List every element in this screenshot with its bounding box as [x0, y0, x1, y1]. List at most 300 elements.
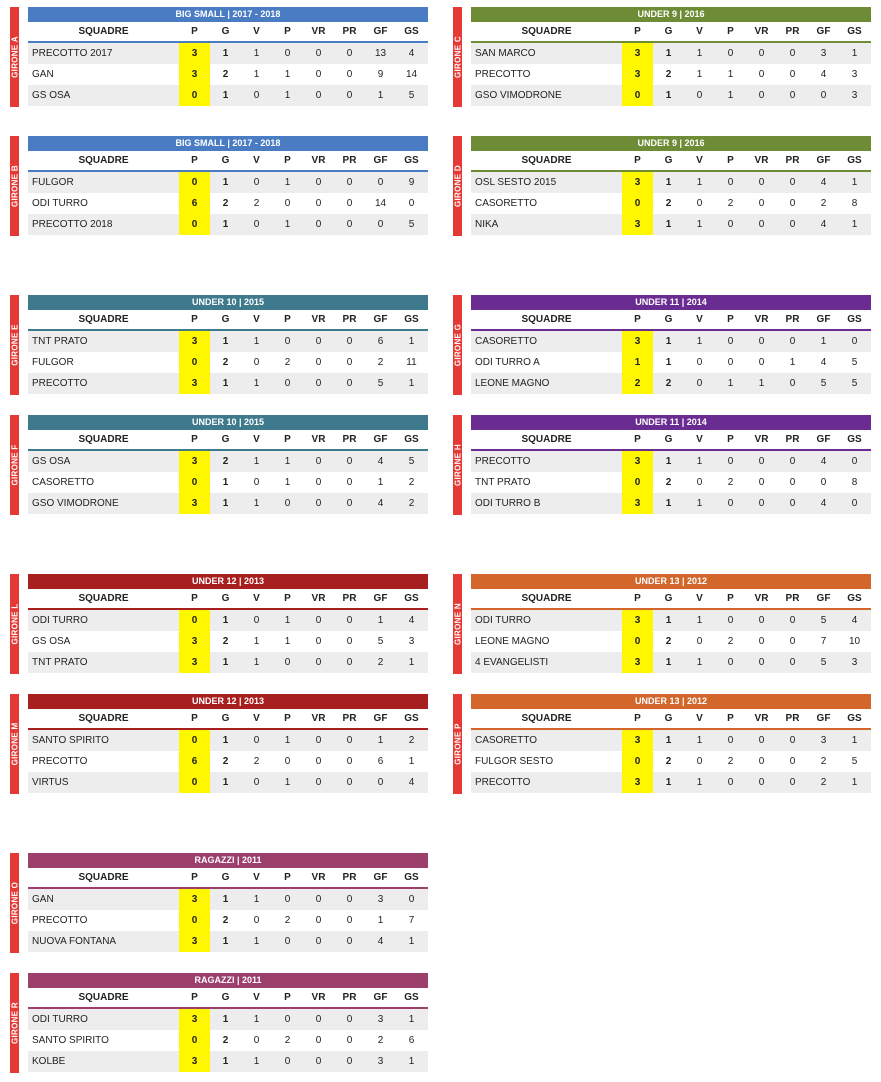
cell-vr: 0 [758, 477, 765, 488]
cell-p: 0 [179, 472, 210, 493]
group-block [10, 574, 430, 674]
cell-v: 0 [253, 777, 260, 788]
header-g: G [664, 26, 673, 37]
cell-pr: 0 [346, 657, 353, 668]
header-name: SQUADRE [78, 434, 129, 445]
cell-vr: 0 [315, 936, 322, 947]
cell-pl: 0 [284, 1014, 291, 1025]
table-row [28, 172, 428, 193]
cell-pr: 0 [789, 48, 796, 59]
cell-v: 1 [696, 69, 703, 80]
cell-gf: 3 [377, 894, 384, 905]
header-gs: GS [847, 713, 862, 724]
cell-v: 1 [253, 1014, 260, 1025]
table-row [28, 331, 428, 352]
header-vr: VR [311, 713, 326, 724]
header-pr: PR [785, 314, 800, 325]
cell-pr: 0 [789, 615, 796, 626]
table-title: BIG SMALL | 2017 - 2018 [28, 7, 428, 22]
cell-pr: 0 [346, 90, 353, 101]
group-label: GIRONE B [10, 165, 19, 207]
header-v: V [253, 434, 260, 445]
cell-gs: 4 [408, 777, 415, 788]
header-gf: GF [373, 713, 388, 724]
team-name: CASORETTO [475, 735, 538, 746]
cell-g: 1 [222, 894, 229, 905]
header-pr: PR [342, 593, 357, 604]
table-header-row [471, 589, 871, 610]
cell-v: 1 [253, 456, 260, 467]
cell-pl: 2 [727, 636, 734, 647]
cell-gf: 1 [820, 336, 827, 347]
cell-vr: 0 [315, 1014, 322, 1025]
cell-p: 0 [622, 472, 653, 493]
cell-pr: 1 [789, 357, 796, 368]
header-g: G [221, 26, 230, 37]
standings-table [471, 7, 871, 106]
team-name: PRECOTTO [475, 69, 531, 80]
cell-gs: 1 [851, 777, 858, 788]
table-row [471, 730, 871, 751]
header-name: SQUADRE [78, 593, 129, 604]
table-header-row [28, 868, 428, 889]
cell-pr: 0 [346, 69, 353, 80]
cell-g: 2 [222, 69, 229, 80]
cell-pr: 0 [789, 657, 796, 668]
cell-g: 2 [222, 1035, 229, 1046]
cell-v: 1 [253, 498, 260, 509]
cell-pl: 0 [727, 615, 734, 626]
cell-vr: 0 [315, 48, 322, 59]
header-p: P [191, 872, 198, 883]
team-name: PRECOTTO [475, 456, 531, 467]
header-p: P [191, 593, 198, 604]
cell-g: 1 [222, 1056, 229, 1067]
header-g: G [664, 713, 673, 724]
cell-g: 1 [665, 219, 672, 230]
team-name: GSO VIMODRONE [475, 90, 562, 101]
header-vr: VR [754, 314, 769, 325]
table-row [28, 910, 428, 931]
cell-gf: 6 [377, 336, 384, 347]
header-g: G [664, 434, 673, 445]
team-name: LEONE MAGNO [475, 378, 550, 389]
table-title: BIG SMALL | 2017 - 2018 [28, 136, 428, 151]
header-pr: PR [342, 434, 357, 445]
cell-gs: 0 [851, 456, 858, 467]
cell-g: 1 [665, 615, 672, 626]
standings-table [28, 694, 428, 793]
cell-vr: 0 [758, 657, 765, 668]
cell-v: 1 [253, 378, 260, 389]
team-name: ODI TURRO A [475, 357, 540, 368]
group-label: GIRONE G [453, 323, 462, 367]
table-header-row [471, 151, 871, 172]
header-gs: GS [404, 434, 419, 445]
cell-gs: 4 [408, 615, 415, 626]
header-name: SQUADRE [78, 872, 129, 883]
cell-gs: 1 [408, 1014, 415, 1025]
cell-pl: 0 [727, 357, 734, 368]
cell-pl: 1 [727, 69, 734, 80]
cell-v: 0 [253, 1035, 260, 1046]
group-label: GIRONE M [10, 722, 19, 766]
cell-gf: 1 [377, 735, 384, 746]
cell-vr: 0 [758, 198, 765, 209]
cell-pr: 0 [789, 777, 796, 788]
cell-vr: 0 [758, 219, 765, 230]
cell-pr: 0 [346, 357, 353, 368]
cell-p: 0 [179, 1030, 210, 1051]
cell-pr: 0 [346, 1035, 353, 1046]
team-name: FULGOR [32, 177, 74, 188]
group-label: GIRONE P [453, 723, 462, 765]
cell-gf: 4 [377, 936, 384, 947]
header-p: P [634, 26, 641, 37]
cell-p: 0 [622, 85, 653, 106]
cell-gf: 3 [820, 735, 827, 746]
cell-v: 1 [253, 936, 260, 947]
cell-v: 0 [253, 90, 260, 101]
group-block [453, 415, 873, 515]
cell-g: 1 [222, 378, 229, 389]
cell-pl: 1 [284, 477, 291, 488]
cell-pl: 1 [727, 90, 734, 101]
cell-p: 3 [622, 451, 653, 472]
group-label-bar [10, 7, 19, 107]
header-pr: PR [785, 26, 800, 37]
cell-g: 2 [222, 915, 229, 926]
cell-p: 3 [179, 373, 210, 394]
cell-gf: 4 [820, 69, 827, 80]
group-label: GIRONE R [10, 1002, 19, 1044]
cell-g: 1 [665, 456, 672, 467]
cell-gf: 7 [820, 636, 827, 647]
cell-gs: 8 [851, 198, 858, 209]
cell-pl: 0 [727, 336, 734, 347]
cell-pr: 0 [789, 219, 796, 230]
cell-v: 0 [696, 198, 703, 209]
cell-pl: 2 [284, 357, 291, 368]
cell-g: 1 [665, 177, 672, 188]
team-name: CASORETTO [475, 336, 538, 347]
cell-vr: 0 [758, 48, 765, 59]
cell-pr: 0 [346, 894, 353, 905]
cell-v: 0 [253, 735, 260, 746]
table-header-row [471, 430, 871, 451]
team-name: LEONE MAGNO [475, 636, 550, 647]
cell-p: 0 [179, 910, 210, 931]
cell-vr: 0 [758, 777, 765, 788]
header-gf: GF [373, 26, 388, 37]
cell-v: 2 [253, 756, 260, 767]
table-row [471, 472, 871, 493]
cell-vr: 0 [315, 657, 322, 668]
cell-pr: 0 [346, 177, 353, 188]
table-row [28, 772, 428, 793]
cell-pl: 0 [727, 498, 734, 509]
header-pl: P [727, 713, 734, 724]
header-pl: P [284, 26, 291, 37]
cell-g: 1 [222, 936, 229, 947]
header-name: SQUADRE [78, 155, 129, 166]
cell-pr: 0 [346, 477, 353, 488]
team-name: SAN MARCO [475, 48, 536, 59]
group-block [453, 694, 873, 794]
group-block [453, 295, 873, 395]
cell-pr: 0 [346, 48, 353, 59]
cell-gf: 4 [820, 177, 827, 188]
group-block [453, 574, 873, 674]
cell-p: 3 [179, 43, 210, 64]
header-vr: VR [754, 713, 769, 724]
cell-v: 1 [696, 177, 703, 188]
cell-p: 0 [179, 172, 210, 193]
header-gs: GS [847, 26, 862, 37]
cell-pr: 0 [789, 636, 796, 647]
cell-v: 0 [696, 756, 703, 767]
cell-gf: 5 [377, 636, 384, 647]
table-row [28, 193, 428, 214]
cell-pr: 0 [789, 198, 796, 209]
header-pl: P [284, 434, 291, 445]
header-pl: P [284, 992, 291, 1003]
header-gf: GF [373, 992, 388, 1003]
header-vr: VR [311, 155, 326, 166]
table-row [28, 751, 428, 772]
cell-vr: 0 [315, 456, 322, 467]
cell-g: 1 [222, 219, 229, 230]
header-g: G [221, 713, 230, 724]
cell-p: 3 [179, 931, 210, 952]
cell-gf: 2 [377, 357, 384, 368]
cell-pr: 0 [789, 177, 796, 188]
cell-pl: 1 [284, 735, 291, 746]
header-pl: P [727, 593, 734, 604]
cell-p: 3 [179, 1009, 210, 1030]
header-name: SQUADRE [521, 434, 572, 445]
header-p: P [634, 713, 641, 724]
group-block [10, 295, 430, 395]
standings-table [28, 415, 428, 514]
cell-p: 3 [622, 43, 653, 64]
cell-gs: 4 [408, 48, 415, 59]
header-pl: P [727, 434, 734, 445]
cell-pl: 2 [727, 198, 734, 209]
cell-v: 0 [696, 90, 703, 101]
cell-gs: 5 [851, 378, 858, 389]
standings-table [471, 136, 871, 235]
group-label: GIRONE E [10, 324, 19, 366]
header-pr: PR [342, 155, 357, 166]
cell-p: 3 [622, 172, 653, 193]
header-gf: GF [373, 434, 388, 445]
header-g: G [221, 872, 230, 883]
header-p: P [634, 593, 641, 604]
cell-gf: 5 [820, 657, 827, 668]
table-header-row [28, 988, 428, 1009]
header-vr: VR [754, 593, 769, 604]
table-row [471, 331, 871, 352]
cell-vr: 0 [315, 615, 322, 626]
cell-v: 0 [253, 915, 260, 926]
header-pr: PR [342, 872, 357, 883]
cell-g: 1 [222, 336, 229, 347]
cell-gf: 4 [820, 456, 827, 467]
team-name: TNT PRATO [32, 657, 88, 668]
table-title: UNDER 10 | 2015 [28, 295, 428, 310]
team-name: GS OSA [32, 456, 71, 467]
cell-pl: 1 [284, 69, 291, 80]
header-gs: GS [404, 713, 419, 724]
cell-vr: 0 [758, 177, 765, 188]
cell-pr: 0 [346, 378, 353, 389]
cell-gf: 0 [820, 477, 827, 488]
cell-g: 2 [222, 456, 229, 467]
group-label-bar [10, 853, 19, 953]
table-header-row [28, 22, 428, 43]
header-gf: GF [373, 872, 388, 883]
table-header-row [28, 589, 428, 610]
cell-p: 3 [622, 730, 653, 751]
header-pr: PR [342, 26, 357, 37]
cell-vr: 1 [758, 378, 765, 389]
cell-pr: 0 [346, 936, 353, 947]
group-label: GIRONE L [10, 603, 19, 645]
cell-g: 1 [222, 777, 229, 788]
cell-gs: 3 [851, 69, 858, 80]
cell-v: 0 [253, 219, 260, 230]
cell-v: 0 [696, 477, 703, 488]
table-row [28, 64, 428, 85]
group-label: GIRONE A [10, 36, 19, 78]
cell-gs: 5 [408, 219, 415, 230]
cell-g: 2 [665, 756, 672, 767]
table-title: UNDER 11 | 2014 [471, 415, 871, 430]
cell-vr: 0 [315, 498, 322, 509]
cell-g: 2 [665, 69, 672, 80]
header-v: V [253, 872, 260, 883]
standings-table [28, 973, 428, 1072]
header-p: P [634, 434, 641, 445]
cell-pr: 0 [346, 498, 353, 509]
cell-gs: 5 [408, 90, 415, 101]
cell-vr: 0 [315, 915, 322, 926]
header-vr: VR [311, 314, 326, 325]
header-gf: GF [816, 713, 831, 724]
standings-table [28, 7, 428, 106]
cell-pl: 0 [284, 936, 291, 947]
cell-gs: 14 [405, 69, 418, 80]
cell-p: 6 [179, 751, 210, 772]
cell-g: 1 [665, 48, 672, 59]
cell-gf: 3 [377, 1014, 384, 1025]
cell-v: 0 [253, 615, 260, 626]
table-title: UNDER 13 | 2012 [471, 694, 871, 709]
table-row [471, 610, 871, 631]
cell-vr: 0 [315, 198, 322, 209]
team-name: SANTO SPIRITO [32, 1035, 109, 1046]
group-block [10, 7, 430, 107]
cell-p: 3 [622, 331, 653, 352]
cell-pr: 0 [346, 456, 353, 467]
cell-p: 3 [179, 1051, 210, 1072]
cell-v: 0 [696, 378, 703, 389]
team-name: OSL SESTO 2015 [475, 177, 557, 188]
header-gs: GS [847, 314, 862, 325]
cell-v: 1 [253, 48, 260, 59]
table-title: UNDER 12 | 2013 [28, 694, 428, 709]
cell-pr: 0 [789, 456, 796, 467]
cell-gs: 8 [851, 477, 858, 488]
cell-p: 3 [622, 772, 653, 793]
header-vr: VR [754, 26, 769, 37]
cell-g: 1 [665, 498, 672, 509]
cell-pl: 2 [727, 756, 734, 767]
cell-pr: 0 [346, 336, 353, 347]
team-name: PRECOTTO 2018 [32, 219, 113, 230]
cell-g: 2 [665, 636, 672, 647]
table-row [471, 751, 871, 772]
cell-p: 0 [179, 352, 210, 373]
cell-g: 2 [665, 378, 672, 389]
cell-pl: 0 [284, 498, 291, 509]
cell-pl: 1 [284, 90, 291, 101]
cell-g: 2 [222, 636, 229, 647]
table-row [471, 493, 871, 514]
table-header-row [471, 709, 871, 730]
cell-g: 1 [665, 657, 672, 668]
cell-p: 0 [622, 751, 653, 772]
header-g: G [664, 155, 673, 166]
group-block [453, 136, 873, 236]
cell-pl: 2 [727, 477, 734, 488]
cell-g: 2 [665, 477, 672, 488]
cell-pr: 0 [346, 219, 353, 230]
cell-gf: 2 [377, 1035, 384, 1046]
cell-pl: 1 [284, 456, 291, 467]
table-header-row [28, 310, 428, 331]
team-name: ODI TURRO [32, 615, 88, 626]
header-gf: GF [373, 593, 388, 604]
header-v: V [696, 593, 703, 604]
cell-gs: 0 [408, 198, 415, 209]
table-row [28, 730, 428, 751]
header-gf: GF [373, 314, 388, 325]
cell-pl: 0 [727, 777, 734, 788]
team-name: PRECOTTO [32, 915, 88, 926]
group-label: GIRONE C [453, 36, 462, 78]
cell-v: 1 [253, 894, 260, 905]
header-pr: PR [785, 593, 800, 604]
header-vr: VR [311, 26, 326, 37]
cell-g: 1 [665, 777, 672, 788]
cell-v: 0 [696, 357, 703, 368]
cell-v: 0 [696, 636, 703, 647]
table-title: UNDER 9 | 2016 [471, 7, 871, 22]
cell-gs: 3 [408, 636, 415, 647]
team-name: 4 EVANGELISTI [475, 657, 549, 668]
header-g: G [221, 434, 230, 445]
cell-g: 1 [222, 90, 229, 101]
team-name: ODI TURRO B [475, 498, 541, 509]
group-label-bar [453, 574, 462, 674]
cell-vr: 0 [758, 498, 765, 509]
header-pl: P [284, 713, 291, 724]
cell-p: 1 [622, 352, 653, 373]
cell-p: 3 [622, 493, 653, 514]
group-label-bar [10, 973, 19, 1073]
